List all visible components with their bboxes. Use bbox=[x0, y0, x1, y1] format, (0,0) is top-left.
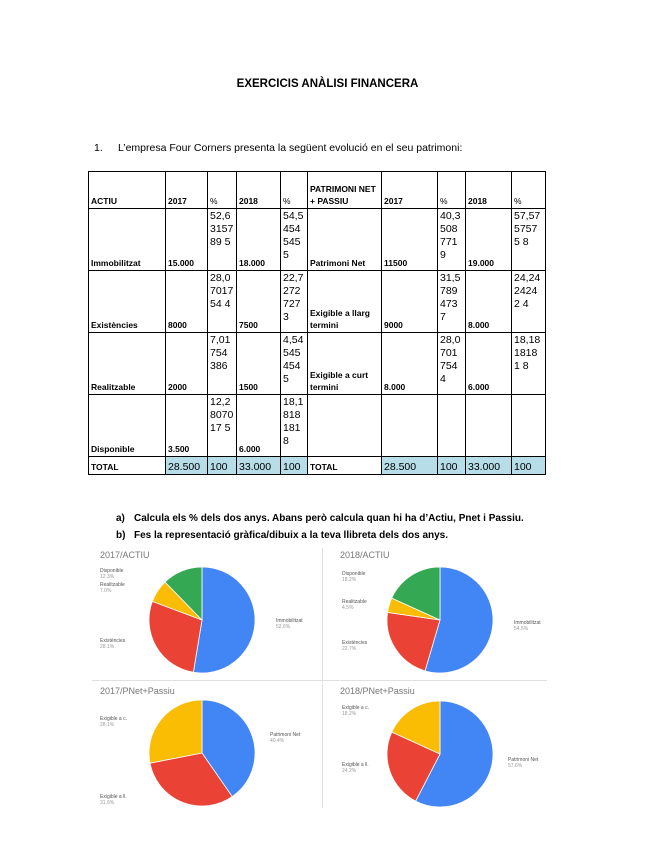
pie-label-pct: 7.0% bbox=[100, 588, 112, 594]
table-header-cell: % bbox=[208, 172, 237, 209]
table-cell: Existències bbox=[89, 271, 166, 333]
pie-label-name: Exigible a c. bbox=[342, 705, 369, 711]
pie-svg bbox=[336, 684, 548, 808]
table-cell: 18,1818181 8 bbox=[281, 395, 308, 457]
table-cell: 100 bbox=[281, 457, 308, 475]
table-cell: 54,5454545 5 bbox=[281, 209, 308, 271]
table-cell: 28.500 bbox=[382, 457, 438, 475]
chart-divider bbox=[322, 684, 323, 808]
pie-label-pct: 40.4% bbox=[270, 738, 285, 744]
pie-chart-2018-actiu bbox=[336, 548, 548, 678]
pie-label-name: Realitzable bbox=[342, 599, 367, 605]
pie-label bbox=[342, 571, 365, 583]
table-cell: 28,0701754 4 bbox=[438, 333, 466, 395]
pie-chart-2017-pnet-passiu bbox=[96, 684, 318, 808]
pie-svg bbox=[96, 684, 318, 808]
intro-number: 1. bbox=[94, 142, 103, 154]
table-cell: Immobilitzat bbox=[89, 209, 166, 271]
page-title: EXERCICIS ANÀLISI FINANCERA bbox=[236, 78, 419, 90]
table-cell: 19.000 bbox=[466, 209, 512, 271]
pie-label-name: Exigible a ll. bbox=[342, 762, 369, 768]
table-cell: 11500 bbox=[382, 209, 438, 271]
table-cell: 8.000 bbox=[382, 333, 438, 395]
table-cell: 28,0701754 4 bbox=[208, 271, 237, 333]
table-header-cell: 2017 bbox=[166, 172, 208, 209]
table-cell: 33.000 bbox=[237, 457, 281, 475]
pie-label-name: Disponible bbox=[342, 571, 366, 577]
question-a bbox=[116, 513, 524, 524]
pie-label bbox=[100, 638, 125, 650]
pie-label-name: Existències bbox=[100, 638, 126, 644]
table-cell: TOTAL bbox=[89, 457, 166, 475]
table-cell: 2000 bbox=[166, 333, 208, 395]
table-cell: 100 bbox=[208, 457, 237, 475]
table-header-cell: 2018 bbox=[466, 172, 512, 209]
table-cell: 8000 bbox=[166, 271, 208, 333]
table-cell: Exigible a curt termini bbox=[308, 333, 382, 395]
pie-label-pct: 57.6% bbox=[508, 763, 523, 769]
table-cell: 7,01754 386 bbox=[208, 333, 237, 395]
question-letter: a) bbox=[116, 513, 125, 524]
pie-label-name: Patrimoni Net bbox=[270, 732, 301, 738]
table-cell: 100 bbox=[438, 457, 466, 475]
table-cell bbox=[308, 395, 382, 457]
table-cell: 100 bbox=[512, 457, 546, 475]
table-cell: 57,5757575 8 bbox=[512, 209, 546, 271]
table-header-cell: 2017 bbox=[382, 172, 438, 209]
intro-text bbox=[94, 142, 462, 154]
question-text: Fes la representació gràfica/dibuix a la teva llibreta dels dos anys. bbox=[134, 530, 449, 541]
pie-svg bbox=[336, 548, 548, 678]
chart-title: 2017/PNet+Passiu bbox=[100, 686, 175, 696]
pie-label-name: Immobilitzat bbox=[276, 618, 303, 624]
pie-label bbox=[100, 794, 127, 806]
pie-label-name: Exigible a ll. bbox=[100, 794, 127, 800]
chart-title: 2018/PNet+Passiu bbox=[340, 686, 415, 696]
table-cell bbox=[438, 395, 466, 457]
table-cell: 7500 bbox=[237, 271, 281, 333]
pie-slices bbox=[387, 567, 493, 673]
table-cell: Exigible a llarg termini bbox=[308, 271, 382, 333]
table-row bbox=[89, 209, 546, 271]
pie-label-name: Disponible bbox=[100, 568, 124, 574]
table-header-cell: % bbox=[512, 172, 546, 209]
pie-label-name: Immobilitzat bbox=[514, 620, 541, 626]
pie-label-name: Realitzable bbox=[100, 582, 125, 588]
pie-label bbox=[342, 640, 367, 652]
table-cell: 22,7272727 3 bbox=[281, 271, 308, 333]
financial-table bbox=[88, 171, 546, 475]
table-cell: 18,1818181 8 bbox=[512, 333, 546, 395]
pie-label-name: Patrimoni Net bbox=[508, 757, 539, 763]
table-header-row bbox=[89, 172, 546, 209]
pie-label-pct: 31.6% bbox=[100, 800, 115, 806]
pie-label bbox=[276, 618, 303, 630]
table-cell: 24,2424242 4 bbox=[512, 271, 546, 333]
pie-label-name: Exigible a c. bbox=[100, 716, 127, 722]
table-cell: 6.000 bbox=[237, 395, 281, 457]
table-cell: 33.000 bbox=[466, 457, 512, 475]
pie-label bbox=[100, 582, 125, 594]
pie-label-pct: 12.3% bbox=[100, 574, 115, 580]
table-cell: 6.000 bbox=[466, 333, 512, 395]
table-cell: Patrimoni Net bbox=[308, 209, 382, 271]
table-total-row bbox=[89, 457, 546, 475]
pie-label-name: Existències bbox=[342, 640, 368, 646]
pie-label bbox=[270, 732, 300, 744]
pie-slices bbox=[149, 567, 255, 673]
pie-label bbox=[508, 757, 538, 769]
pie-slices bbox=[149, 700, 255, 806]
pie-label-pct: 18.2% bbox=[342, 577, 357, 583]
table-row bbox=[89, 395, 546, 457]
question-text: Calcula els % dels dos anys. Abans però calcula quan hi ha d’Actiu, Pnet i Passiu. bbox=[134, 513, 524, 524]
pie-label-pct: 22.7% bbox=[342, 646, 357, 652]
table-row bbox=[89, 333, 546, 395]
table-cell bbox=[512, 395, 546, 457]
pie-label-pct: 52.6% bbox=[276, 624, 291, 630]
table-cell bbox=[382, 395, 438, 457]
pie-label-pct: 18.2% bbox=[342, 711, 357, 717]
chart-title: 2018/ACTIU bbox=[340, 550, 390, 560]
pie-chart-2018-pnet-passiu bbox=[336, 684, 548, 808]
table-header-cell: % bbox=[438, 172, 466, 209]
pie-slice-immobilitzat bbox=[193, 567, 255, 673]
table-cell: 8.000 bbox=[466, 271, 512, 333]
table-cell: 52,6315789 5 bbox=[208, 209, 237, 271]
table-header-cell: % bbox=[281, 172, 308, 209]
pie-label bbox=[342, 599, 367, 611]
chart-divider bbox=[92, 680, 547, 681]
table-cell: 4,54545454 5 bbox=[281, 333, 308, 395]
pie-slice-exigible-a-c bbox=[149, 700, 202, 763]
intro-sentence: L’empresa Four Corners presenta la següent evolució en el seu patrimoni: bbox=[118, 142, 463, 154]
table-cell bbox=[466, 395, 512, 457]
pie-label-pct: 4.5% bbox=[342, 605, 354, 611]
pie-label bbox=[342, 705, 369, 717]
pie-svg bbox=[96, 548, 318, 678]
table-cell: 3.500 bbox=[166, 395, 208, 457]
pie-label-pct: 28.1% bbox=[100, 644, 115, 650]
table-header-cell: 2018 bbox=[237, 172, 281, 209]
table-row bbox=[89, 271, 546, 333]
table-cell: 12,2807017 5 bbox=[208, 395, 237, 457]
table-cell: TOTAL bbox=[308, 457, 382, 475]
table-cell: 18.000 bbox=[237, 209, 281, 271]
pie-chart-2017-actiu bbox=[96, 548, 318, 678]
table-cell: Realitzable bbox=[89, 333, 166, 395]
question-letter: b) bbox=[116, 530, 126, 541]
pie-label-pct: 54.5% bbox=[514, 626, 529, 632]
table-cell: Disponible bbox=[89, 395, 166, 457]
question-b bbox=[116, 530, 448, 541]
pie-label bbox=[514, 620, 541, 632]
table-cell: 31,5789473 7 bbox=[438, 271, 466, 333]
table-cell: 9000 bbox=[382, 271, 438, 333]
pie-label bbox=[100, 716, 127, 728]
pie-label-pct: 28.1% bbox=[100, 722, 115, 728]
table-header-cell: ACTIU bbox=[89, 172, 166, 209]
chart-divider bbox=[322, 548, 323, 683]
table-header-cell: PATRIMONI NET + PASSIU bbox=[308, 172, 382, 209]
pie-label-pct: 24.2% bbox=[342, 768, 357, 774]
table-cell: 1500 bbox=[237, 333, 281, 395]
table-cell: 28.500 bbox=[166, 457, 208, 475]
pie-label bbox=[100, 568, 123, 580]
pie-label bbox=[342, 762, 369, 774]
table-cell: 15.000 bbox=[166, 209, 208, 271]
pie-slices bbox=[387, 701, 493, 807]
table-cell: 40,3508771 9 bbox=[438, 209, 466, 271]
chart-title: 2017/ACTIU bbox=[100, 550, 150, 560]
